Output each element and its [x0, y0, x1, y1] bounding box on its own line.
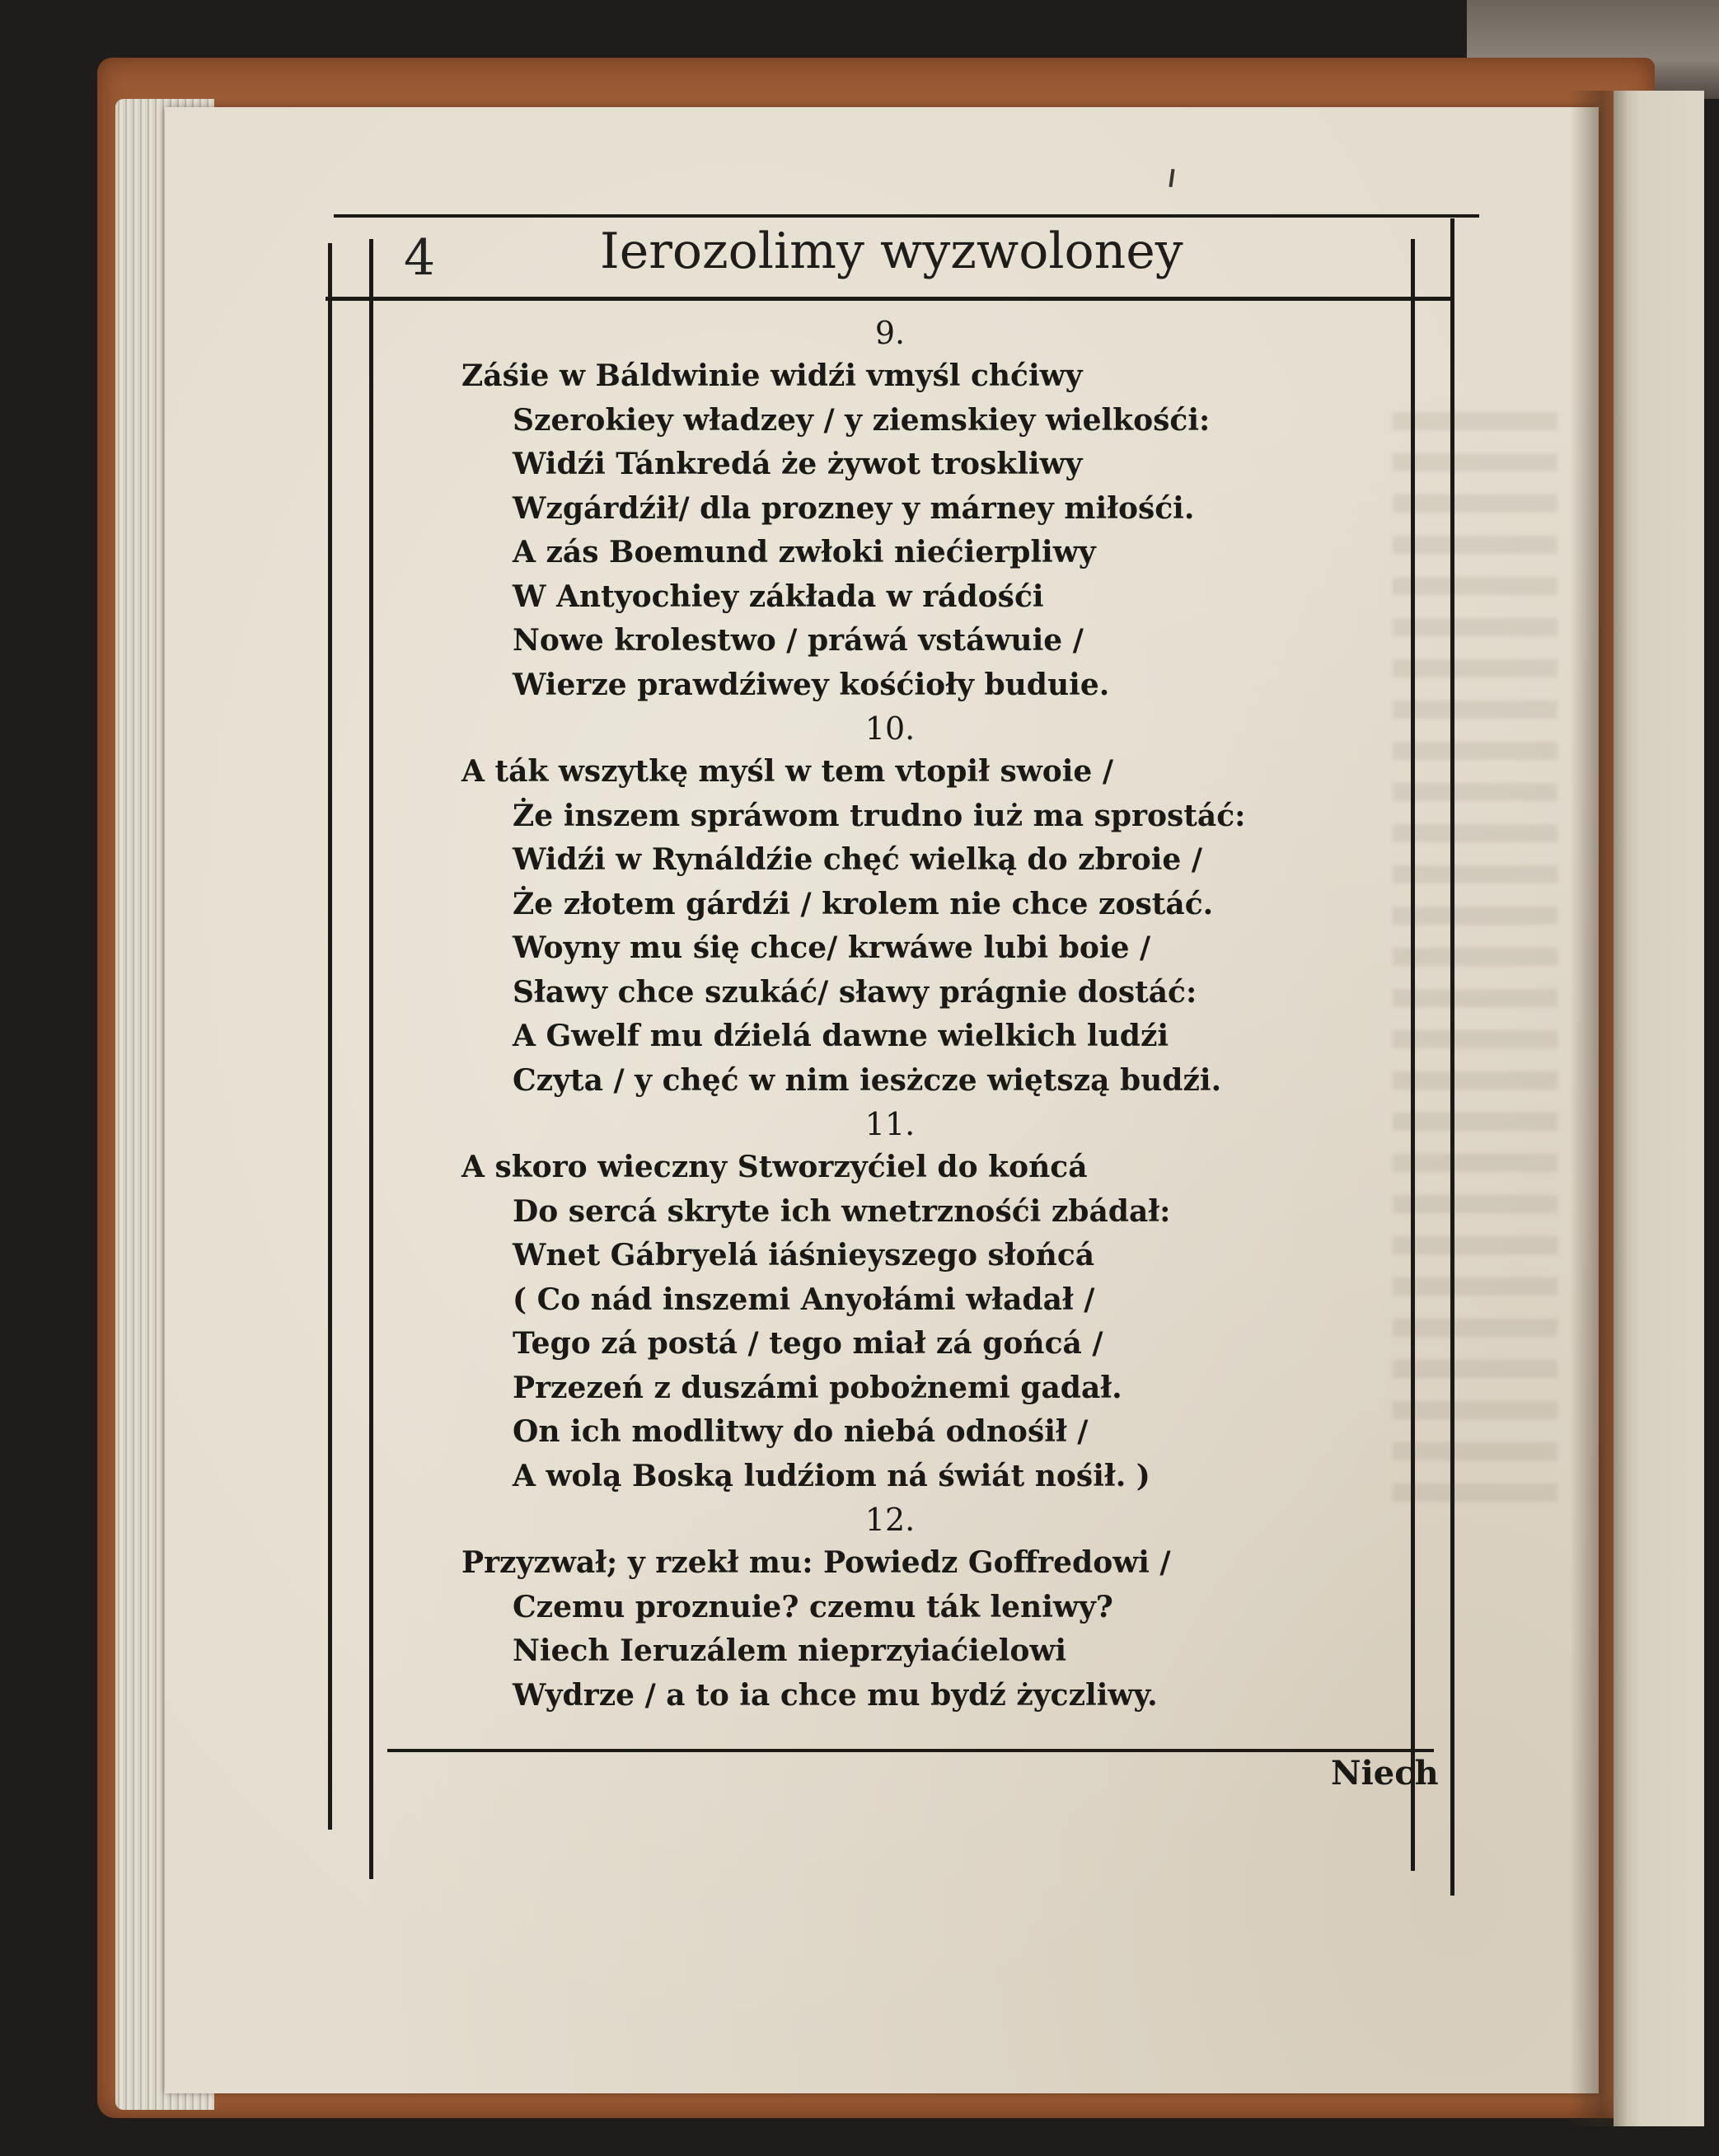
verse-line: On ich modlitwy do niebá odnośił / — [513, 1414, 1089, 1449]
verse-line: Że złotem gárdźi / krolem nie chce zostáć. — [513, 886, 1214, 921]
verse-line: Do sercá skryte ich wnetrznośći zbádał: — [513, 1193, 1171, 1229]
verse-line: Że inszem spráwom trudno iuż ma sprostáć: — [513, 798, 1246, 833]
verse-line: Widźi Tánkredá że żywot troskliwy — [513, 447, 1083, 481]
frame-rule-bottom — [387, 1749, 1434, 1752]
verse-line: Przyzwał; y rzekł mu: Powiedz Goffredowi / — [461, 1545, 1171, 1580]
verse-line: Czyta / y chęć w nim iesżcze więtszą budźi. — [513, 1062, 1222, 1098]
frame-rule-right-inner — [1411, 239, 1415, 1871]
stanza-number: 10. — [864, 710, 916, 747]
verse-line: Niech Ieruzálem nieprzyiaćielowi — [513, 1633, 1067, 1668]
frame-rule-top — [334, 214, 1479, 218]
verse-line: Wzgárdźił/ dla prozney y márney miłośći. — [513, 490, 1195, 526]
stanza — [461, 1498, 1286, 1718]
verse-line: Szerokiey władzey / y ziemskiey wielkośći: — [513, 402, 1211, 438]
verse-line: Woyny mu śię chce/ krwáwe lubi boie / — [513, 930, 1151, 965]
verse-line: Tego zá postá / tego miał zá gońcá / — [513, 1326, 1103, 1361]
verse-line: Wnet Gábryelá iáśnieyszego słońcá — [513, 1238, 1095, 1273]
verse-line: A Gwelf mu dźielá dawne wielkich ludźi — [513, 1019, 1169, 1053]
verse-line: Wierze prawdźiwey kośćioły buduie. — [513, 667, 1110, 702]
verse-line: A wolą Boską ludźiom ná świát nośił. ) — [513, 1458, 1150, 1493]
verse-line: W Antyochiey zákłada w rádośći — [513, 579, 1044, 614]
show-through-text — [1393, 412, 1557, 1525]
stanza — [461, 707, 1286, 1103]
verse-line: Przezeń z duszámi pobożnemi gadał. — [513, 1370, 1122, 1405]
verse-line: Widźi w Rynáldźie chęć wielką do zbroie / — [513, 842, 1202, 877]
frame-rule-left-inner — [369, 239, 373, 1879]
stanza — [461, 312, 1286, 707]
page-number: 4 — [404, 229, 436, 287]
stanza-number: 12. — [864, 1502, 916, 1538]
verse-line: Záśie w Báldwinie widźi vmyśl chćiwy — [461, 359, 1083, 393]
verse-line: ( Co nád inszemi Anyołámi władał / — [513, 1282, 1095, 1317]
stanza — [461, 1103, 1286, 1498]
verse-line: A ták wszytkę myśl w tem vtopił swoie / — [461, 754, 1114, 789]
frame-rule-head — [326, 297, 1454, 301]
running-title: Ierozolimy wyzwoloney — [600, 223, 1183, 280]
verse-line: Nowe krolestwo / práwá vstáwuie / — [513, 623, 1084, 658]
frame-rule-right-outer — [1450, 218, 1454, 1896]
catchword: Niech — [1331, 1754, 1439, 1793]
poem-text — [461, 312, 1286, 1718]
verse-line: Sławy chce szukáć/ sławy prágnie dostáć: — [513, 974, 1197, 1010]
verse-line: A zás Boemund zwłoki niećierpliwy — [513, 535, 1096, 569]
verse-line: Czemu proznuie? czemu ták leniwy? — [513, 1589, 1113, 1624]
verse-line: Wydrze / a to ia chce mu bydź życzliwy. — [513, 1677, 1158, 1713]
stanza-number: 9. — [874, 315, 906, 351]
frame-rule-left-outer — [328, 243, 332, 1830]
verse-line: A skoro wieczny Stworzyćiel do końcá — [461, 1150, 1088, 1184]
page-gutter — [1570, 91, 1628, 2126]
stanza-number: 11. — [864, 1106, 916, 1142]
